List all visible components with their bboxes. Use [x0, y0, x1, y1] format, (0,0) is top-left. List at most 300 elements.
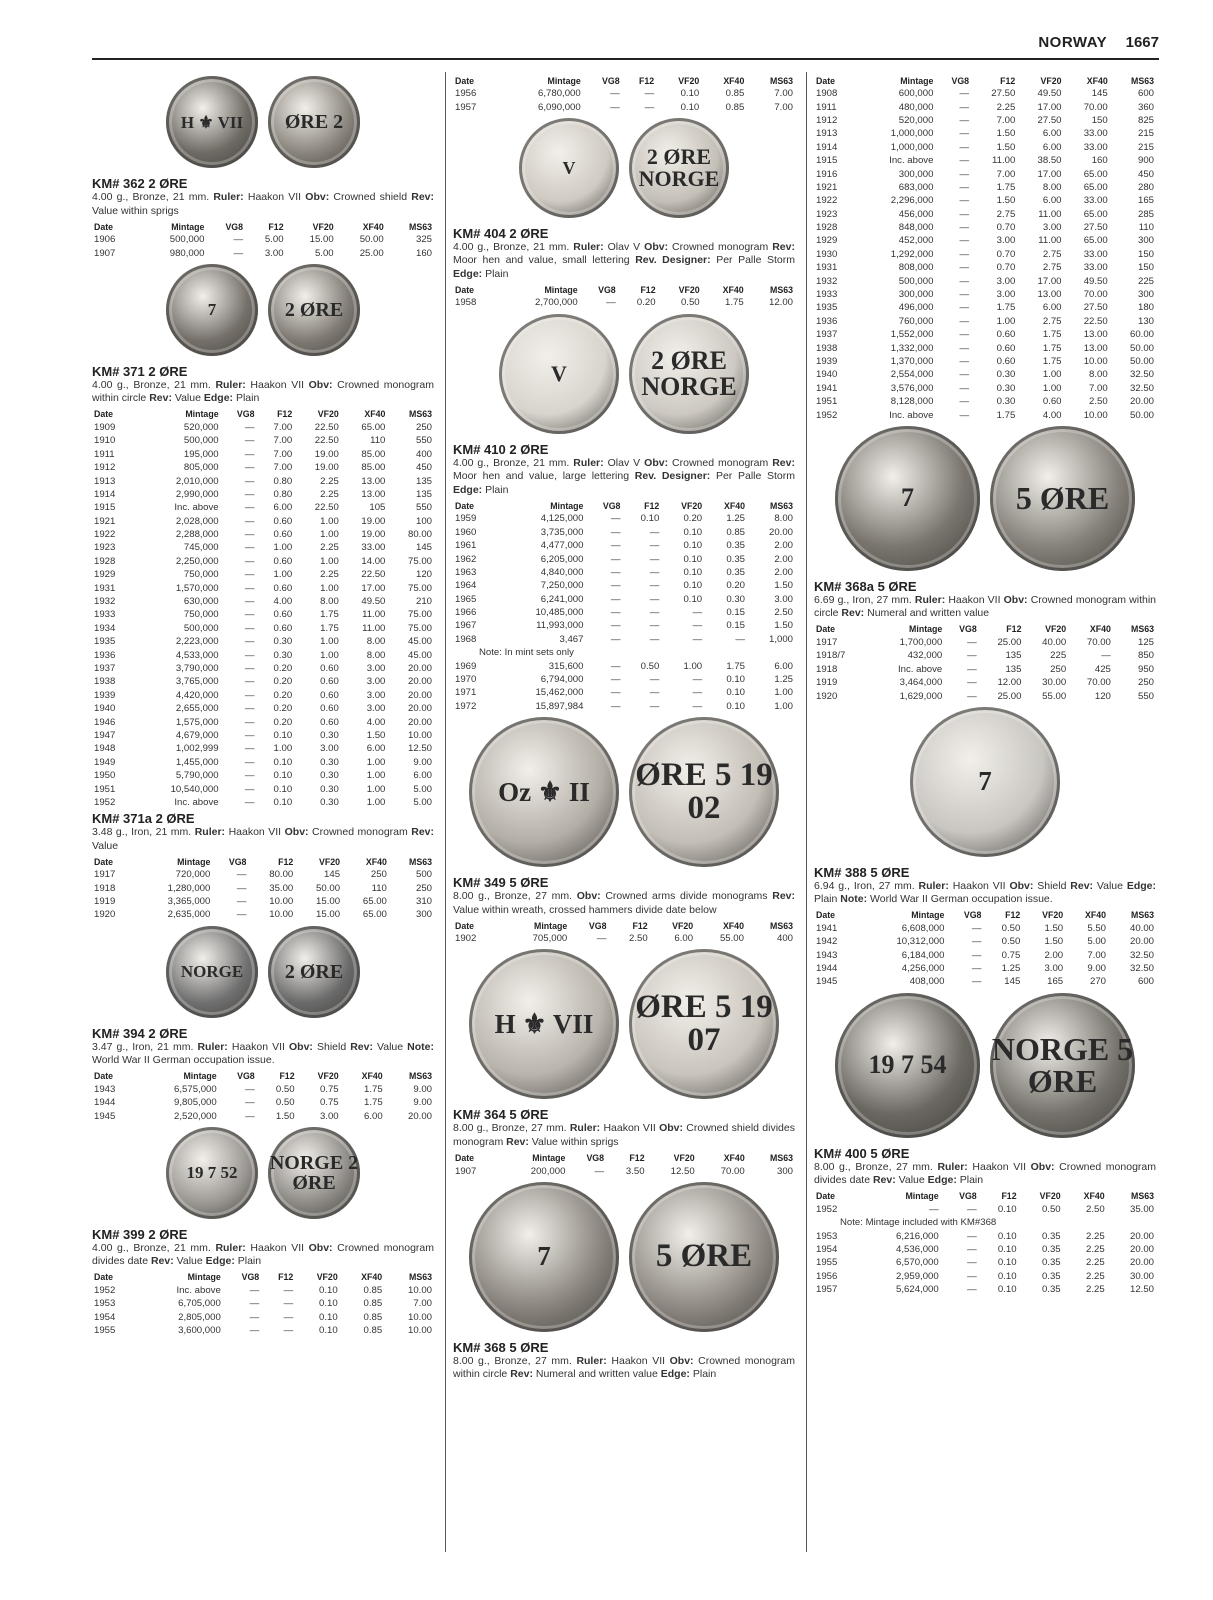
column-header: Date	[816, 910, 836, 921]
value-cell: —	[692, 674, 703, 686]
description-label: Rev:	[1070, 879, 1094, 892]
description-label: Ruler:	[569, 1122, 601, 1135]
value-cell: 45.00	[407, 649, 432, 661]
column-header: VF20	[672, 920, 694, 931]
value-cell: 2.25	[1085, 1284, 1105, 1296]
description-label: Ruler:	[197, 1040, 228, 1053]
value-cell: 750,000	[183, 609, 219, 621]
value-cell: 65.00	[362, 896, 387, 908]
value-cell: 80.00	[407, 529, 432, 541]
column-header: MS63	[770, 500, 793, 511]
mintage-table	[453, 74, 795, 114]
value-cell: —	[606, 297, 616, 309]
coin-images	[92, 260, 434, 362]
value-cell: 17.00	[361, 582, 386, 594]
column-header: VF20	[317, 409, 339, 420]
value-cell: —	[244, 609, 255, 621]
value-cell: 808,000	[898, 262, 934, 274]
date-cell: 1915	[94, 502, 116, 514]
coin-inscription: NORGE	[180, 962, 244, 982]
column-header: Mintage	[544, 284, 578, 295]
column-header: VF20	[678, 75, 700, 86]
coin-entry	[92, 811, 434, 922]
description-text: Crowned monogram	[668, 240, 773, 253]
mintage-table	[453, 1151, 795, 1177]
column-header: MS63	[409, 856, 432, 867]
value-cell: 0.60	[320, 716, 339, 728]
value-cell: 49.50	[361, 596, 386, 608]
value-cell: 500,000	[898, 275, 934, 287]
coin-entry	[92, 922, 434, 1123]
date-cell: 1907	[94, 247, 116, 259]
table-row	[814, 221, 1156, 234]
table-row	[453, 87, 795, 100]
column-header: MS63	[409, 221, 432, 232]
value-cell: 215	[1137, 141, 1154, 153]
value-cell: 20.00	[407, 676, 432, 688]
value-cell: 1.50	[996, 141, 1016, 153]
table-row	[814, 922, 1156, 935]
value-cell: 3,765,000	[175, 676, 219, 688]
value-cell: 1.75	[996, 409, 1016, 421]
value-cell: —	[959, 275, 970, 287]
coin-images	[92, 922, 434, 1024]
description-text: Plain	[482, 483, 509, 496]
table-row	[92, 689, 434, 702]
value-cell: 1.00	[320, 582, 339, 594]
value-cell: 0.10	[997, 1203, 1017, 1215]
value-cell: 1.50	[1044, 922, 1064, 934]
country-title: NORWAY	[1038, 34, 1108, 51]
value-cell: 1,000	[768, 633, 793, 645]
date-cell: 1914	[816, 141, 838, 153]
value-cell: 1.00	[273, 542, 293, 554]
value-cell: 0.70	[996, 222, 1016, 234]
value-cell: —	[610, 580, 621, 592]
column-header: VF20	[1040, 75, 1062, 86]
table-row	[92, 581, 434, 594]
value-cell: —	[244, 663, 255, 674]
coin-inscription: 2 ØRE	[284, 960, 344, 983]
value-cell: 1,292,000	[890, 248, 934, 260]
value-cell: 1,000,000	[890, 128, 934, 140]
value-cell: 4.00	[1042, 409, 1062, 421]
column-header: F12	[639, 75, 655, 86]
value-cell: 0.15	[726, 607, 746, 619]
table-note: Note: In mint sets only	[479, 647, 574, 659]
description-text: Crowned monogram divides date	[92, 1241, 434, 1268]
value-cell: 3.50	[625, 1165, 645, 1177]
coin-obverse-image	[469, 1182, 619, 1332]
value-cell: 10,312,000	[896, 936, 945, 948]
description-label: Note:	[840, 893, 868, 906]
km-title: KM# 364 5 ØRE	[453, 1107, 549, 1123]
value-cell: —	[244, 743, 255, 755]
date-cell: 1970	[455, 674, 477, 686]
value-cell: 1,455,000	[175, 756, 219, 768]
date-cell: 1931	[816, 262, 838, 274]
value-cell: 0.20	[273, 689, 293, 701]
value-cell: 3,365,000	[167, 896, 211, 908]
description-text: Value within sprigs	[92, 204, 179, 217]
value-cell: 0.10	[726, 674, 746, 686]
coin-inscription: ØRE 2	[284, 111, 344, 133]
column-header: F12	[632, 920, 648, 931]
column-header: Date	[455, 1152, 475, 1163]
value-cell: 6,575,000	[174, 1083, 217, 1095]
table-row	[453, 566, 795, 579]
value-cell: 1.25	[1001, 963, 1021, 975]
value-cell: 2,010,000	[175, 475, 219, 487]
coin-entry	[453, 713, 795, 945]
column-header: VG8	[959, 1191, 977, 1202]
value-cell: 950	[1137, 663, 1154, 675]
date-cell: 1918/7	[816, 650, 846, 662]
column-header: Date	[94, 856, 114, 867]
coin-images	[453, 310, 795, 440]
date-cell: 1972	[455, 700, 477, 712]
value-cell: 20.00	[407, 689, 432, 701]
value-cell: 1.75	[724, 297, 744, 309]
km-title: KM# 371 2 ØRE	[92, 363, 188, 379]
value-cell: 27.50	[1083, 222, 1108, 234]
km-title: KM# 400 5 ØRE	[814, 1145, 910, 1161]
value-cell: 20.00	[768, 526, 793, 538]
value-cell: 683,000	[898, 181, 934, 193]
column-header: MS63	[1131, 75, 1154, 86]
column-header: MS63	[770, 75, 793, 86]
column-header: XF40	[722, 920, 744, 931]
value-cell: 1.00	[320, 555, 339, 567]
value-cell: 10.00	[1083, 356, 1108, 367]
value-cell: 17.00	[1037, 168, 1062, 180]
description-label: Rev:	[411, 826, 435, 839]
date-cell: 1917	[94, 869, 116, 881]
description-text: Value	[171, 392, 204, 405]
description-text: Crowned shield divides monogram	[453, 1122, 795, 1148]
value-cell: 1.50	[275, 1110, 295, 1122]
value-cell: 20.00	[407, 716, 432, 728]
coin-reverse-image	[629, 118, 729, 218]
value-cell: 12.00	[768, 297, 793, 309]
table-row	[814, 1243, 1156, 1256]
value-cell: 1.75	[726, 660, 746, 672]
value-cell: 40.00	[1042, 636, 1067, 648]
value-cell: —	[967, 650, 977, 662]
table-note-row	[453, 646, 795, 659]
value-cell: 6,241,000	[540, 593, 584, 605]
value-cell: 0.50	[640, 660, 660, 672]
column-header: F12	[1001, 1191, 1017, 1202]
date-cell: 1948	[94, 743, 116, 755]
description-label: Rev:	[841, 607, 865, 620]
value-cell: 1.00	[320, 636, 339, 648]
coin-inscription: 7	[537, 1241, 551, 1272]
table-row	[92, 882, 434, 895]
value-cell: 4,679,000	[175, 729, 219, 741]
value-cell: 325	[415, 234, 432, 246]
value-cell: 1.75	[996, 302, 1016, 314]
description-text: 6.94 g., Iron, 27 mm.	[814, 879, 919, 892]
coin-reverse-image	[629, 314, 749, 434]
value-cell: 0.35	[1041, 1270, 1061, 1282]
value-cell: —	[610, 566, 621, 578]
value-cell: —	[959, 409, 970, 421]
value-cell: —	[644, 101, 655, 113]
coin-obverse-image	[166, 1127, 258, 1219]
date-cell: 1936	[816, 315, 838, 327]
value-cell: 13.00	[1037, 289, 1062, 301]
value-cell: 33.00	[1083, 262, 1108, 274]
value-cell: 0.30	[726, 593, 746, 605]
value-cell: 2.00	[774, 540, 793, 552]
value-cell: —	[283, 1311, 294, 1323]
value-cell: —	[610, 620, 621, 632]
description-text: Plain	[689, 1368, 717, 1381]
date-cell: 1945	[94, 1110, 116, 1122]
value-cell: 0.30	[320, 783, 339, 795]
value-cell: 500	[415, 869, 432, 881]
coin-reverse-image	[629, 1182, 779, 1332]
value-cell: 15.00	[316, 896, 341, 908]
value-cell: 160	[1091, 155, 1108, 167]
value-cell: 0.10	[726, 700, 746, 712]
value-cell: —	[249, 1298, 260, 1310]
value-cell: 825	[1137, 114, 1154, 126]
value-cell: 32.50	[1129, 963, 1154, 975]
value-cell: 6,216,000	[896, 1230, 939, 1242]
coin-inscription: 7	[978, 766, 992, 797]
value-cell: 110	[1138, 222, 1154, 234]
value-cell: 0.10	[683, 526, 703, 538]
column-header: F12	[279, 1071, 295, 1082]
description-text: Value	[92, 839, 119, 852]
value-cell: 0.60	[273, 582, 293, 594]
value-cell: 145	[324, 869, 341, 881]
value-cell: —	[244, 756, 255, 768]
column-header: MS63	[1131, 910, 1154, 921]
date-cell: 1907	[455, 1165, 477, 1177]
value-cell: 20.00	[407, 663, 432, 674]
value-cell: 450	[1137, 168, 1154, 180]
value-cell: 33.00	[1083, 248, 1108, 260]
table-row	[92, 895, 434, 908]
value-cell: 452,000	[898, 235, 934, 247]
value-cell: —	[959, 222, 970, 234]
value-cell: 3,576,000	[890, 382, 934, 394]
value-cell: 3,735,000	[540, 526, 584, 538]
value-cell: 805,000	[183, 462, 219, 474]
value-cell: 1,700,000	[899, 636, 943, 648]
value-cell: 10.00	[407, 729, 432, 741]
value-cell: 75.00	[407, 622, 432, 634]
km-title: KM# 362 2 ØRE	[92, 176, 188, 191]
table-row	[814, 288, 1156, 301]
table-row	[814, 382, 1156, 395]
value-cell: 70.00	[1083, 289, 1108, 301]
table-row	[814, 328, 1156, 341]
coin-inscription: 5 ØRE	[655, 1238, 753, 1275]
description-text: Value	[372, 1040, 408, 1053]
value-cell: 0.10	[273, 783, 293, 795]
value-cell: 2.25	[320, 475, 339, 487]
date-cell: 1941	[816, 382, 838, 394]
value-cell: —	[959, 88, 970, 100]
value-cell: 22.50	[361, 569, 386, 581]
table-row	[453, 619, 795, 632]
value-cell: 3,600,000	[178, 1325, 221, 1337]
value-cell: —	[610, 660, 621, 672]
column-middle	[453, 72, 795, 1382]
value-cell: 1,575,000	[175, 716, 219, 728]
date-cell: 1951	[816, 396, 838, 408]
value-cell: —	[244, 435, 255, 447]
table-row	[92, 756, 434, 769]
column-header: MS63	[409, 1071, 432, 1082]
value-cell: 1.00	[366, 796, 386, 808]
coin-obverse-image	[835, 426, 980, 571]
value-cell: 0.35	[1041, 1230, 1061, 1242]
table-row	[814, 301, 1156, 314]
value-cell: 80.00	[269, 869, 294, 881]
value-cell: 0.85	[363, 1325, 383, 1337]
value-cell: 135	[1005, 663, 1022, 675]
value-cell: 2,028,000	[175, 515, 219, 527]
table-row	[92, 622, 434, 635]
column-header: XF40	[1089, 624, 1111, 635]
value-cell: 50.00	[1129, 342, 1154, 354]
description-text: 8.00 g., Bronze, 27 mm.	[814, 1160, 938, 1173]
value-cell: —	[249, 1311, 260, 1323]
date-cell: 1922	[94, 529, 116, 541]
date-cell: 1966	[455, 607, 477, 619]
column-header: VF20	[678, 284, 700, 295]
value-cell: 9.00	[413, 1083, 432, 1095]
description-text: Crowned arms divide monograms	[600, 890, 773, 903]
value-cell: —	[959, 114, 970, 126]
column-header: VG8	[586, 1152, 605, 1163]
value-cell: 2,959,000	[896, 1270, 939, 1282]
value-cell: 2.25	[1085, 1257, 1105, 1269]
table-row	[92, 769, 434, 782]
date-cell: 1954	[816, 1244, 838, 1256]
value-cell: 270	[1090, 976, 1107, 988]
value-cell: 120	[1094, 690, 1111, 702]
value-cell: —	[244, 596, 255, 608]
value-cell: 11.00	[1038, 235, 1062, 247]
column-header: VG8	[236, 409, 255, 420]
value-cell: —	[959, 262, 970, 274]
value-cell: 3.00	[320, 743, 339, 755]
value-cell: 65.00	[362, 909, 387, 921]
description-label: Ruler:	[576, 1354, 607, 1367]
coin-obverse-image	[166, 926, 258, 1018]
value-cell: 1,570,000	[175, 582, 219, 594]
km-title: KM# 399 2 ØRE	[92, 1226, 188, 1242]
value-cell: 0.20	[683, 513, 703, 525]
description-text: Plain	[233, 392, 260, 405]
description-label: Rev:	[772, 240, 795, 253]
column-header: VG8	[588, 920, 607, 931]
table-row	[814, 274, 1156, 287]
column-header: Date	[94, 1272, 114, 1283]
date-cell: 1957	[816, 1284, 838, 1296]
value-cell: 3.00	[319, 1110, 339, 1122]
value-cell: 120	[415, 569, 432, 581]
value-cell: 13.00	[1083, 342, 1108, 354]
description-text: Numeral and written value	[532, 1368, 661, 1381]
value-cell: 3.00	[366, 703, 386, 715]
value-cell: 20.00	[1129, 1230, 1154, 1242]
value-cell: 33.00	[1083, 128, 1108, 140]
value-cell: —	[649, 607, 660, 619]
description-label: Edge:	[660, 1368, 690, 1381]
table-row	[92, 515, 434, 528]
value-cell: Inc. above	[174, 796, 219, 808]
value-cell: —	[244, 636, 255, 648]
value-cell: 6.00	[366, 743, 386, 755]
value-cell: 2.25	[320, 542, 339, 554]
value-cell: 6,780,000	[538, 88, 581, 100]
date-cell: 1919	[816, 677, 838, 689]
description-text: Value	[895, 1174, 928, 1187]
date-cell: 1928	[94, 555, 116, 567]
value-cell: 160	[415, 247, 432, 259]
value-cell: 1,629,000	[899, 690, 943, 702]
column-header: Date	[94, 1071, 114, 1082]
coin-inscription: ØRE 5 19 02	[635, 757, 773, 827]
value-cell: 10.00	[269, 909, 294, 921]
description-label: Ruler:	[914, 593, 946, 606]
value-cell: 125	[1137, 636, 1154, 648]
value-cell: —	[610, 88, 620, 100]
coin-inscription: 19 7 54	[868, 1050, 947, 1080]
description-text: Value within sprigs	[528, 1135, 619, 1148]
date-cell: 1960	[455, 526, 477, 538]
table-row	[814, 689, 1156, 702]
km-title: KM# 371a 2 ØRE	[92, 811, 195, 827]
table-row	[92, 675, 434, 688]
description-label: Edge:	[453, 483, 483, 496]
value-cell: 0.70	[996, 262, 1016, 274]
value-cell: 50.00	[359, 234, 384, 246]
value-cell: —	[244, 716, 255, 728]
value-cell: 0.20	[273, 676, 293, 688]
description-label: Ruler:	[215, 378, 246, 391]
value-cell: 4,840,000	[540, 566, 584, 578]
value-cell: 1.00	[366, 756, 386, 768]
value-cell: 980,000	[169, 247, 205, 259]
value-cell: —	[967, 677, 977, 689]
value-cell: 2.25	[1085, 1244, 1105, 1256]
value-cell: 7.00	[1087, 949, 1107, 961]
km-title: KM# 349 5 ØRE	[453, 875, 549, 891]
value-cell: 9.00	[413, 1097, 432, 1109]
description-text: Crowned monogram within circle	[453, 1354, 795, 1381]
coin-images	[814, 703, 1156, 863]
value-cell: —	[244, 475, 255, 487]
table-row	[92, 595, 434, 608]
column-header: VG8	[598, 284, 616, 295]
coin-description	[92, 379, 434, 406]
coin-images	[453, 1178, 795, 1338]
value-cell: 8.00	[774, 513, 793, 525]
value-cell: 32.50	[1129, 369, 1154, 381]
value-cell: 55.00	[1042, 690, 1067, 702]
description-label: Edge:	[205, 1255, 235, 1268]
date-cell: 1959	[455, 513, 477, 525]
value-cell: 7.00	[1089, 382, 1108, 394]
